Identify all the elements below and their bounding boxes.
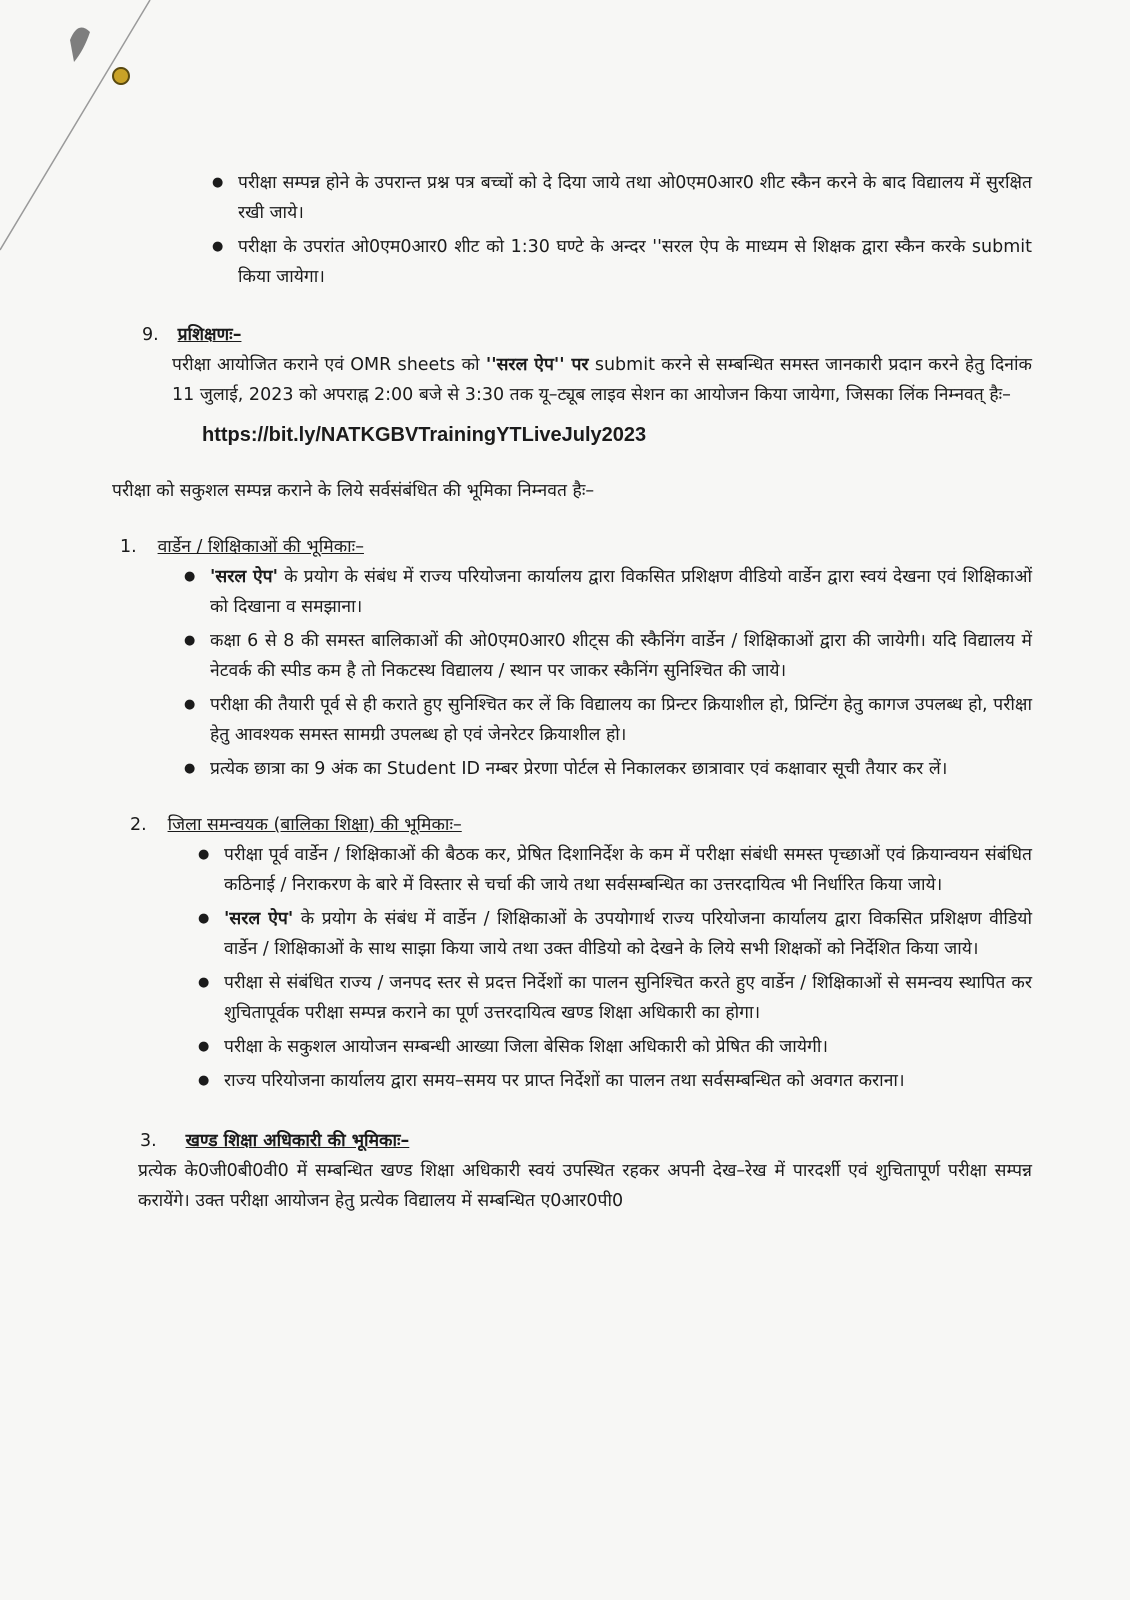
body-text: परीक्षा आयोजित कराने एवं OMR sheets को [172,355,486,375]
top-bullets [200,168,1032,292]
list-item: ● कक्षा 6 से 8 की समस्त बालिकाओं की ओ0एम0आर0 शीट्स की स्कैनिंग वार्डेन / शिक्षिकाओं द्वारा की जायेगी। यदि विद्यालय में नेटवर्क की स्पीड कम है तो निकटस्थ विद्यालय / स्थान पर जाकर स्कैनिंग सुनिश्चित की जाये। [172,626,1032,686]
list-item [172,562,1032,622]
role-number: 2. [130,815,147,835]
section-training [142,320,1032,450]
item-text: के प्रयोग के संबंध में वार्डेन / शिक्षिकाओं के उपयोगार्थ राज्य परियोजना कार्यालय द्वारा विकसित प्रशिक्षण वीडियो वार्डेन / शिक्षिकाओं के साथ साझा किया जाये तथा उक्त वीडियो को देखने के लिये सभी शिक्षकों को निर्देशित किया जाये। [224,909,1032,959]
role-heading: जिला समन्वयक (बालिका शिक्षा) की भूमिकाः– [167,815,462,835]
list-item: ● प्रत्येक छात्रा का 9 अंक का Student ID नम्बर प्रेरणा पोर्टल से निकालकर छात्रावार एवं कक्षावार सूची तैयार कर लें। [172,754,1032,784]
list-item: ● परीक्षा पूर्व वार्डेन / शिक्षिकाओं की बैठक कर, प्रेषित दिशानिर्देश के कम में परीक्षा संबंधी समस्त पृच्छाओं एवं क्रियान्वयन संबंधित कठिनाई / निराकरण के बारे में विस्तार से चर्चा की जाये तथा सर्वसम्बन्धित का उत्तरदायित्व भी निर्धारित किया जाये। [186,840,1032,900]
document-body [112,168,1032,1216]
list-item: ● परीक्षा के उपरांत ओ0एम0आर0 शीट को 1:30 घण्टे के अन्दर ''सरल ऐप के माध्यम से शिक्षक द्वारा स्कैन करके submit किया जायेगा। [200,232,1032,292]
list-item: ● परीक्षा से संबंधित राज्य / जनपद स्तर से प्रदत्त निर्देशों का पालन सुनिश्चित करते हुए वार्डेन / शिक्षिकाओं से समन्वय स्थापित कर शुचितापूर्वक परीक्षा सम्पन्न कराने का पूर्ण उत्तरदायित्व खण्ड शिक्षा अधिकारी का होगा। [186,968,1032,1028]
roles-intro: परीक्षा को सकुशल सम्पन्न कराने के लिये सर्वसंबंधित की भूमिका निम्नवत हैः– [112,481,595,501]
role-district-coordinator [112,810,1032,1096]
body-text: submit करने से सम्बन्धित समस्त जानकारी प्रदान करने हेतु दिनांक 11 जुलाई, 2023 को अपराह्न 2:00 बजे से 3:30 तक यू–ट्यूब लाइव सेशन का आयोजन किया जायेगा, जिसका लिंक निम्नवत् हैः– [172,355,1032,405]
item-text: के प्रयोग के संबंध में राज्य परियोजना कार्यालय द्वारा विकसित प्रशिक्षण वीडियो वार्डेन द्वारा स्वयं देखना एवं शिक्षिकाओं को दिखाना व समझाना। [210,567,1032,617]
role-warden [112,532,1032,784]
role-number: 3. [140,1131,157,1151]
section-body [142,350,1032,410]
role-body: प्रत्येक के0जी0बी0वी0 में सम्बन्धित खण्ड शिक्षा अधिकारी स्वयं उपस्थित रहकर अपनी देख–रेख में पारदर्शी एवं शुचितापूर्ण परीक्षा सम्पन्न करायेंगे। उक्त परीक्षा आयोजन हेतु प्रत्येक विद्यालय में सम्बन्धित ए0आर0पी0 [138,1161,1032,1211]
role-heading: वार्डेन / शिक्षिकाओं की भूमिकाः– [157,537,364,557]
bold-text: 'सरल ऐप' [224,909,294,929]
section-heading: प्रशिक्षणः– [177,325,242,345]
body-bold-text: ''सरल ऐप'' पर [485,355,589,375]
section-number: 9. [142,325,159,345]
role-number: 1. [120,537,137,557]
list-item: ● परीक्षा सम्पन्न होने के उपरान्त प्रश्न पत्र बच्चों को दे दिया जाये तथा ओ0एम0आर0 शीट स्कैन करने के बाद विद्यालय में सुरक्षित रखी जाये। [200,168,1032,228]
bold-text: 'सरल ऐप' [210,567,278,587]
role-block-education-officer [140,1126,1032,1216]
training-link[interactable]: https://bit.ly/NATKGBVTrainingYTLiveJuly2023 [202,424,647,446]
list-item: ● राज्य परियोजना कार्यालय द्वारा समय–समय पर प्राप्त निर्देशों का पालन तथा सर्वसम्बन्धित को अवगत कराना। [186,1066,1032,1096]
list-item [186,904,1032,964]
list-item: ● परीक्षा की तैयारी पूर्व से ही कराते हुए सुनिश्चित कर लें कि विद्यालय का प्रिन्टर क्रियाशील हो, प्रिन्टिंग हेतु कागज उपलब्ध हो, परीक्षा हेतु आवश्यक समस्त सामग्री उपलब्ध हो एवं जेनरेटर क्रियाशील हो। [172,690,1032,750]
role-heading: खण्ड शिक्षा अधिकारी की भूमिकाः– [185,1131,410,1151]
list-item: ● परीक्षा के सकुशल आयोजन सम्बन्धी आख्या जिला बेसिक शिक्षा अधिकारी को प्रेषित की जायेगी। [186,1032,1032,1062]
